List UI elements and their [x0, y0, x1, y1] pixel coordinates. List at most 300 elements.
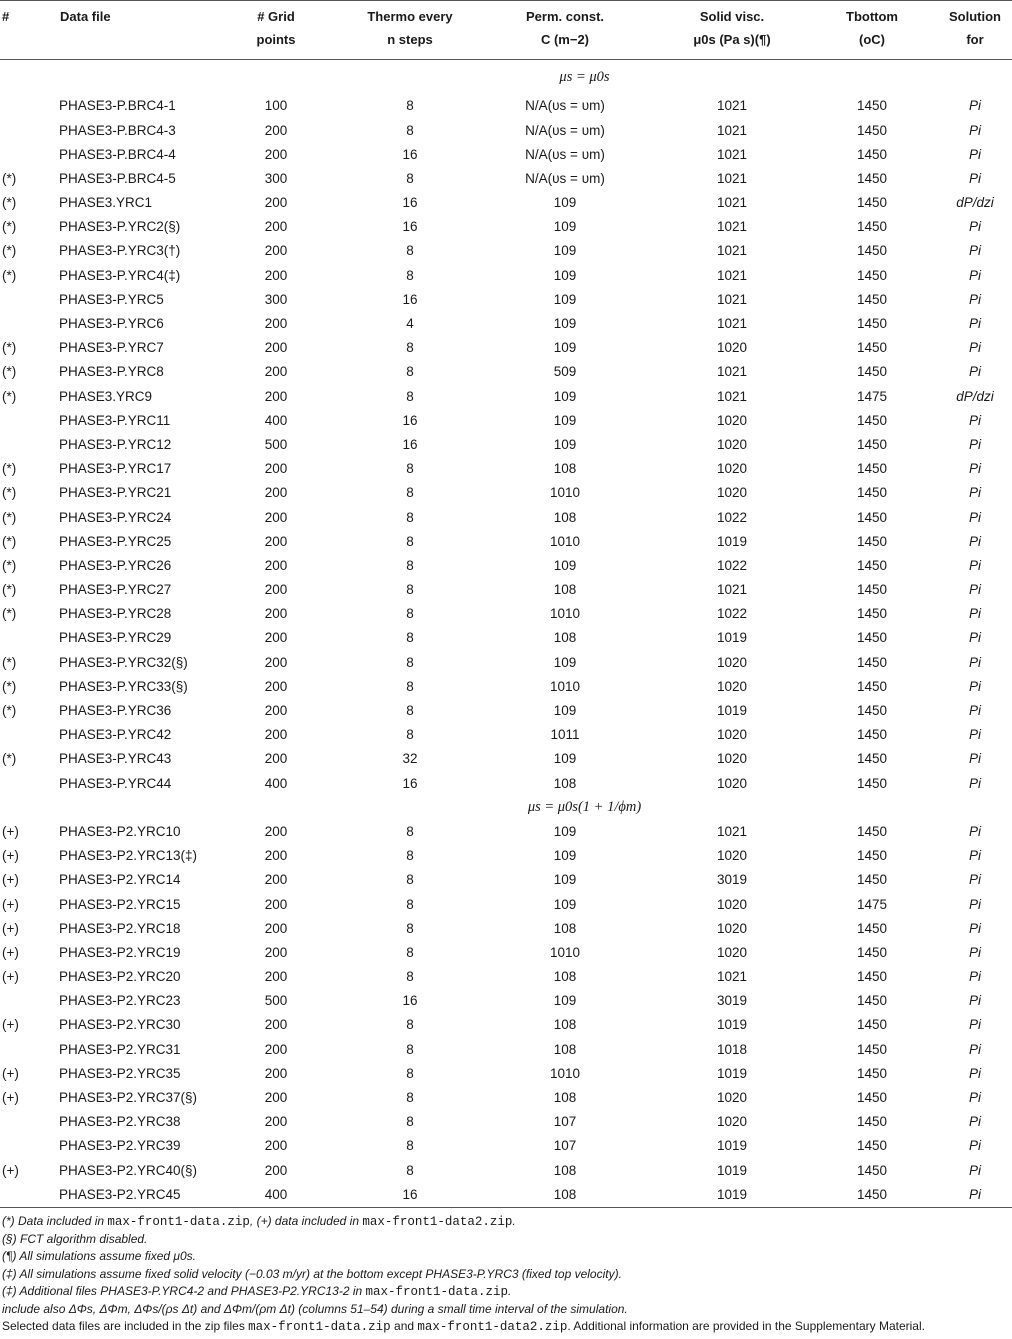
- data-file-cell: PHASE3-P2.YRC40(§): [59, 1162, 198, 1178]
- data-file-cell: PHASE3-P.YRC17: [59, 461, 172, 477]
- solid-visc-cell: 1020: [716, 678, 748, 694]
- solid-visc-cell: 1020: [716, 1090, 748, 1106]
- table-row: [0, 481, 1012, 505]
- row-marker: (*): [2, 219, 17, 235]
- header-thermo-line2: n steps: [387, 32, 433, 47]
- row-marker: [0, 1037, 59, 1061]
- solution-cell: Pi: [968, 920, 981, 936]
- solid-visc-cell: 1019: [716, 703, 748, 719]
- thermo-steps-cell: 4: [406, 316, 414, 332]
- thermo-steps-cell: 8: [406, 1090, 414, 1106]
- grid-points-cell: 200: [264, 219, 288, 235]
- perm-const-cell: 1010: [549, 944, 581, 960]
- table-row: [0, 142, 1012, 166]
- header-num: #: [0, 1, 59, 60]
- solid-visc-cell: 1021: [716, 98, 748, 114]
- table-row: [0, 263, 1012, 287]
- perm-const-cell: 108: [553, 969, 577, 985]
- thermo-steps-cell: 8: [406, 122, 414, 138]
- data-file-cell: PHASE3-P2.YRC15: [59, 896, 181, 912]
- solution-cell: Pi: [968, 316, 981, 332]
- solid-visc-cell: 1022: [716, 557, 748, 573]
- grid-points-cell: 200: [264, 461, 288, 477]
- row-marker: [0, 1182, 59, 1207]
- perm-const-cell: 108: [553, 461, 577, 477]
- row-marker: (+): [2, 944, 19, 960]
- solid-visc-cell: 1020: [716, 727, 748, 743]
- t-bottom-cell: 1450: [856, 1041, 888, 1057]
- perm-const-cell: 108: [553, 509, 577, 525]
- row-marker: (*): [2, 751, 17, 767]
- perm-const-cell: 509: [553, 364, 577, 380]
- row-marker: (*): [2, 678, 17, 694]
- perm-const-cell: 1010: [549, 485, 581, 501]
- t-bottom-cell: 1450: [856, 412, 888, 428]
- t-bottom-cell: 1450: [856, 1065, 888, 1081]
- thermo-steps-cell: 16: [331, 1182, 489, 1207]
- footnote-2: (§) FCT algorithm disabled.: [2, 1232, 148, 1247]
- data-file-cell: PHASE3-P2.YRC30: [59, 1017, 181, 1033]
- perm-const-cell: 1010: [549, 533, 581, 549]
- solution-cell: Pi: [968, 340, 981, 356]
- thermo-steps-cell: 8: [406, 243, 414, 259]
- solid-visc-cell: 1021: [716, 969, 748, 985]
- data-file-cell: PHASE3-P2.YRC23: [59, 993, 181, 1009]
- perm-const-cell: 109: [553, 316, 577, 332]
- t-bottom-cell: 1450: [856, 775, 888, 791]
- t-bottom-cell: 1450: [856, 1114, 888, 1130]
- table-row: [0, 989, 1012, 1013]
- row-marker: (*): [2, 533, 17, 549]
- solid-visc-cell: 1021: [716, 316, 748, 332]
- table-row: [0, 312, 1012, 336]
- grid-points-cell: 200: [264, 896, 288, 912]
- data-file-cell: PHASE3-P2.YRC14: [59, 872, 181, 888]
- header-solution-line2: for: [966, 32, 984, 47]
- table-row: [0, 191, 1012, 215]
- grid-points-cell: 200: [264, 485, 288, 501]
- solution-cell: Pi: [968, 582, 981, 598]
- thermo-steps-cell: 16: [402, 412, 418, 428]
- data-file-cell: PHASE3.YRC1: [59, 195, 153, 211]
- footnote-1-code-2: max-front1-data2.zip: [362, 1215, 513, 1229]
- perm-const-cell: 108: [553, 630, 577, 646]
- solid-visc-cell: 1021: [716, 364, 748, 380]
- header-thermo: [331, 1, 489, 60]
- grid-points-cell: 200: [264, 1041, 288, 1057]
- table-row: [0, 505, 1012, 529]
- perm-const-cell: 108: [553, 1041, 577, 1057]
- row-marker: (*): [2, 509, 17, 525]
- row-marker: [0, 723, 59, 747]
- footnote-1-text-c: .: [512, 1214, 516, 1228]
- data-file-cell: PHASE3-P.YRC36: [59, 703, 172, 719]
- thermo-steps-cell: 8: [406, 98, 414, 114]
- solution-cell: Pi: [968, 1065, 981, 1081]
- footnote-7-text-a: Selected data files are included in the zip files: [2, 1319, 249, 1334]
- grid-points-cell: 200: [264, 1065, 288, 1081]
- data-file-cell: PHASE3-P.YRC5: [59, 291, 164, 307]
- header-solid-visc: [641, 1, 823, 60]
- solution-cell: Pi: [968, 461, 981, 477]
- grid-points-cell: 200: [264, 969, 288, 985]
- perm-const-cell: 109: [553, 654, 577, 670]
- solid-visc-cell: 1019: [716, 1017, 748, 1033]
- thermo-steps-cell: 16: [402, 436, 418, 452]
- row-marker: [0, 1110, 59, 1134]
- data-file-cell: PHASE3-P.BRC4-4: [59, 146, 176, 162]
- footnote-7-text-c: . Additional information are provided in the Supplementary Material.: [567, 1319, 925, 1334]
- perm-const-cell: 109: [553, 388, 577, 404]
- table-header: [0, 1, 1012, 60]
- solid-visc-cell: 1020: [716, 944, 748, 960]
- perm-const-cell: 109: [553, 823, 577, 839]
- perm-const-cell: 1011: [550, 727, 580, 743]
- row-marker: (*): [2, 606, 17, 622]
- footnote-6: include also ΔΦs, ΔΦm, ΔΦs/(ρs Δt) and ΔΦm/(ρm Δt) (columns 51–54) during a small time interval of the simulation.: [2, 1302, 628, 1317]
- solution-cell: Pi: [968, 1114, 981, 1130]
- grid-points-cell: 200: [264, 823, 288, 839]
- data-file-cell: PHASE3-P.YRC3(†): [59, 243, 181, 259]
- thermo-steps-cell: 8: [406, 582, 414, 598]
- table-row: [0, 457, 1012, 481]
- data-file-cell: PHASE3-P2.YRC18: [59, 920, 181, 936]
- row-marker: (+): [2, 1090, 19, 1106]
- grid-points-cell: 200: [264, 557, 288, 573]
- thermo-steps-cell: 8: [406, 509, 414, 525]
- header-grid-line1: # Grid: [257, 9, 295, 24]
- solid-visc-cell: 1019: [716, 1138, 748, 1154]
- solution-cell: Pi: [968, 243, 981, 259]
- perm-const-cell: 109: [553, 267, 577, 283]
- solid-visc-cell: 1020: [716, 412, 748, 428]
- solution-cell: Pi: [968, 703, 981, 719]
- solid-visc-cell: 3019: [716, 872, 748, 888]
- solution-cell: Pi: [968, 436, 981, 452]
- header-perm-const: [489, 1, 641, 60]
- solution-cell: dP/dzi: [956, 195, 994, 211]
- grid-points-cell: 200: [264, 727, 288, 743]
- solid-visc-cell: 1020: [716, 896, 748, 912]
- solid-visc-cell: 1021: [716, 146, 748, 162]
- row-marker: (+): [2, 1017, 19, 1033]
- grid-points-cell: 500: [264, 993, 288, 1009]
- table-row: [0, 215, 1012, 239]
- thermo-steps-cell: 8: [406, 1138, 414, 1154]
- row-marker: [0, 989, 59, 1013]
- perm-const-cell: 109: [553, 993, 577, 1009]
- grid-points-cell: 200: [264, 316, 288, 332]
- solution-cell: Pi: [968, 944, 981, 960]
- table-row: [0, 747, 1012, 771]
- t-bottom-cell: 1450: [856, 219, 888, 235]
- header-grid-points: [221, 1, 331, 60]
- t-bottom-cell: 1450: [856, 316, 888, 332]
- table-row: [0, 844, 1012, 868]
- row-marker: (*): [2, 340, 17, 356]
- footnote-4: (‡) All simulations assume fixed solid velocity (−0.03 m/yr) at the bottom except PHASE3-P.YRC3 (fixed top velocity).: [2, 1266, 622, 1281]
- row-marker: (*): [2, 485, 17, 501]
- table-row: [0, 94, 1012, 118]
- table-body: [0, 60, 1012, 1208]
- footnote-5-text-a: (‡) Additional files PHASE3-P.YRC4-2 and PHASE3-P2.YRC13-2 in: [2, 1283, 366, 1298]
- t-bottom-cell: 1450: [856, 848, 888, 864]
- data-file-cell: PHASE3-P2.YRC37(§): [59, 1090, 198, 1106]
- perm-const-cell: 109: [553, 751, 577, 767]
- thermo-steps-cell: 8: [406, 1017, 414, 1033]
- footnote-7: [2, 1318, 1007, 1336]
- grid-points-cell: 200: [264, 751, 288, 767]
- solution-cell: Pi: [968, 533, 981, 549]
- t-bottom-cell: 1450: [856, 364, 888, 380]
- table-row: [0, 820, 1012, 844]
- t-bottom-cell: 1450: [856, 969, 888, 985]
- solution-cell: Pi: [968, 606, 981, 622]
- solution-cell: Pi: [968, 969, 981, 985]
- perm-const-cell: 1010: [549, 1065, 581, 1081]
- thermo-steps-cell: 8: [406, 848, 414, 864]
- table-row: [0, 771, 1012, 795]
- data-file-cell: PHASE3-P.YRC28: [59, 606, 172, 622]
- data-file-cell: PHASE3-P.YRC24: [59, 509, 172, 525]
- grid-points-cell: 200: [264, 920, 288, 936]
- thermo-steps-cell: 8: [406, 678, 414, 694]
- perm-const-cell: 107: [553, 1138, 577, 1154]
- solid-visc-cell: 1019: [716, 1162, 748, 1178]
- solution-cell: Pi: [968, 751, 981, 767]
- thermo-steps-cell: 8: [406, 969, 414, 985]
- data-file-cell: PHASE3.YRC9: [59, 388, 153, 404]
- perm-const-cell: 108: [553, 920, 577, 936]
- data-file-cell: PHASE3-P.YRC26: [59, 557, 172, 573]
- thermo-steps-cell: 8: [406, 944, 414, 960]
- thermo-steps-cell: 8: [406, 727, 414, 743]
- data-file-cell: PHASE3-P.YRC33(§): [59, 678, 188, 694]
- data-file-cell: PHASE3-P.BRC4-1: [59, 98, 176, 114]
- data-file-cell: PHASE3-P.BRC4-3: [59, 122, 176, 138]
- row-marker: (*): [2, 703, 17, 719]
- table-row: [0, 239, 1012, 263]
- table-row: [0, 118, 1012, 142]
- row-marker: [0, 118, 59, 142]
- solution-cell: Pi: [968, 170, 981, 186]
- solution-cell: Pi: [968, 823, 981, 839]
- data-file-cell: PHASE3-P.YRC32(§): [59, 654, 188, 670]
- perm-const-cell: 109: [553, 848, 577, 864]
- footnote-1: [2, 1213, 1007, 1231]
- perm-const-cell: 109: [553, 195, 577, 211]
- data-file-cell: PHASE3-P2.YRC39: [59, 1138, 181, 1154]
- solid-visc-cell: 1021: [716, 122, 748, 138]
- thermo-steps-cell: 8: [406, 1065, 414, 1081]
- data-file-cell: PHASE3-P2.YRC10: [59, 823, 181, 839]
- solution-cell: Pi: [968, 678, 981, 694]
- grid-points-cell: 200: [264, 582, 288, 598]
- thermo-steps-cell: 8: [406, 461, 414, 477]
- row-marker: (+): [2, 1162, 19, 1178]
- table-row: [0, 288, 1012, 312]
- row-marker: (*): [2, 557, 17, 573]
- row-marker: (*): [2, 388, 17, 404]
- perm-const-cell: 107: [553, 1114, 577, 1130]
- header-row: [0, 1, 1012, 60]
- t-bottom-cell: 1450: [856, 872, 888, 888]
- table-row: [0, 965, 1012, 989]
- solid-visc-cell: 1019: [716, 533, 748, 549]
- table-row: [0, 336, 1012, 360]
- table-row: [0, 699, 1012, 723]
- thermo-steps-cell: 8: [406, 364, 414, 380]
- table-row: [0, 1110, 1012, 1134]
- table-row: [0, 650, 1012, 674]
- perm-const-cell: N/A(υs = υm): [525, 98, 605, 114]
- row-marker: [0, 1134, 59, 1158]
- table-row: [0, 433, 1012, 457]
- solution-cell: Pi: [968, 993, 981, 1009]
- t-bottom-cell: 1450: [856, 823, 888, 839]
- solid-visc-cell: 1021: [716, 219, 748, 235]
- grid-points-cell: 200: [264, 364, 288, 380]
- table-row: [0, 1134, 1012, 1158]
- grid-points-cell: 200: [264, 1138, 288, 1154]
- thermo-steps-cell: 8: [406, 267, 414, 283]
- t-bottom-cell: 1450: [856, 1090, 888, 1106]
- grid-points-cell: 300: [264, 170, 288, 186]
- thermo-steps-cell: 32: [402, 751, 418, 767]
- section-header-row: [0, 60, 1012, 95]
- thermo-steps-cell: 16: [402, 195, 418, 211]
- data-file-cell: PHASE3-P.YRC43: [59, 751, 172, 767]
- perm-const-cell: 109: [553, 291, 577, 307]
- solution-cell: Pi: [968, 412, 981, 428]
- solid-visc-cell: 3019: [716, 993, 748, 1009]
- solution-cell: Pi: [968, 654, 981, 670]
- row-marker: (*): [2, 364, 17, 380]
- solution-cell: Pi: [968, 146, 981, 162]
- table-row: [0, 578, 1012, 602]
- table-row: [0, 384, 1012, 408]
- row-marker: (*): [2, 267, 17, 283]
- t-bottom-cell: 1450: [856, 146, 888, 162]
- thermo-steps-cell: 8: [406, 1162, 414, 1178]
- table-row: [0, 602, 1012, 626]
- data-file-cell: PHASE3-P2.YRC31: [59, 1041, 181, 1057]
- row-marker: [0, 142, 59, 166]
- t-bottom-cell: 1450: [856, 267, 888, 283]
- grid-points-cell: 200: [264, 1114, 288, 1130]
- grid-points-cell: 200: [264, 243, 288, 259]
- row-marker: (*): [2, 195, 17, 211]
- perm-const-cell: 108: [553, 582, 577, 598]
- grid-points-cell: 400: [264, 775, 288, 791]
- t-bottom-cell: 1450: [856, 340, 888, 356]
- grid-points-cell: 200: [264, 195, 288, 211]
- table-row: [0, 408, 1012, 432]
- solution-cell: Pi: [968, 98, 981, 114]
- data-file-cell: PHASE3-P.YRC8: [59, 364, 164, 380]
- perm-const-cell: 109: [553, 872, 577, 888]
- grid-points-cell: 200: [264, 1090, 288, 1106]
- t-bottom-cell: 1450: [856, 436, 888, 452]
- row-marker: [0, 433, 59, 457]
- t-bottom-cell: 1450: [856, 1162, 888, 1178]
- table-row: [0, 626, 1012, 650]
- t-bottom-cell: 1475: [856, 388, 888, 404]
- t-bottom-cell: 1450: [856, 1138, 888, 1154]
- table-row: [0, 723, 1012, 747]
- row-marker: [0, 771, 59, 795]
- grid-points-cell: 200: [264, 122, 288, 138]
- data-file-cell: PHASE3-P.YRC21: [59, 485, 172, 501]
- data-file-cell: PHASE3-P.YRC29: [59, 630, 172, 646]
- thermo-steps-cell: 8: [406, 1041, 414, 1057]
- solution-cell: dP/dzi: [956, 388, 994, 404]
- perm-const-cell: 109: [553, 557, 577, 573]
- solution-cell: Pi: [968, 1017, 981, 1033]
- data-file-cell: PHASE3-P.YRC6: [59, 316, 164, 332]
- grid-points-cell: 200: [264, 630, 288, 646]
- t-bottom-cell: 1450: [856, 703, 888, 719]
- t-bottom-cell: 1450: [856, 170, 888, 186]
- thermo-steps-cell: 8: [406, 896, 414, 912]
- row-marker: [0, 288, 59, 312]
- row-marker: [0, 94, 59, 118]
- row-marker: (+): [2, 969, 19, 985]
- table-row: [0, 1013, 1012, 1037]
- row-marker: (*): [2, 461, 17, 477]
- perm-const-cell: 108: [553, 1090, 577, 1106]
- t-bottom-cell: 1450: [856, 944, 888, 960]
- table-row: [0, 1037, 1012, 1061]
- row-marker: (+): [2, 872, 19, 888]
- footnote-5-text-b: .: [508, 1283, 512, 1298]
- thermo-steps-cell: 16: [402, 993, 418, 1009]
- solution-cell: Pi: [968, 872, 981, 888]
- grid-points-cell: 200: [264, 533, 288, 549]
- table-row: [0, 916, 1012, 940]
- solution-cell: Pi: [968, 1090, 981, 1106]
- data-file-cell: PHASE3-P.YRC11: [59, 412, 171, 428]
- perm-const-cell: N/A(υs = υm): [525, 122, 605, 138]
- solid-visc-cell: 1020: [716, 485, 748, 501]
- perm-const-cell: 109: [553, 412, 577, 428]
- data-file-cell: PHASE3-P2.YRC20: [59, 969, 181, 985]
- perm-const-cell: N/A(υs = υm): [525, 170, 605, 186]
- header-perm-line2: C (m−2): [540, 32, 590, 47]
- row-marker: (*): [2, 243, 17, 259]
- t-bottom-cell: 1450: [856, 195, 888, 211]
- footnote-1-code-1: max-front1-data.zip: [107, 1215, 250, 1229]
- row-marker: (+): [2, 823, 19, 839]
- row-marker: (*): [2, 654, 17, 670]
- header-data-file: Data file: [59, 1, 221, 60]
- perm-const-cell: 1010: [549, 606, 581, 622]
- solid-visc-cell: 1020: [716, 436, 748, 452]
- header-solution-for: [921, 1, 1012, 60]
- t-bottom-cell: 1450: [856, 533, 888, 549]
- thermo-steps-cell: 8: [406, 1114, 414, 1130]
- table-row: [0, 1062, 1012, 1086]
- header-t-bottom: [823, 1, 921, 60]
- table-row: [0, 941, 1012, 965]
- grid-points-cell: 400: [264, 412, 288, 428]
- grid-points-cell: 200: [264, 146, 288, 162]
- t-bottom-cell: 1450: [856, 98, 888, 114]
- header-tbottom-line2: (oC): [859, 32, 885, 47]
- section-header-row: [0, 795, 1012, 819]
- solution-cell: Pi: [968, 291, 981, 307]
- solid-visc-cell: 1020: [716, 751, 748, 767]
